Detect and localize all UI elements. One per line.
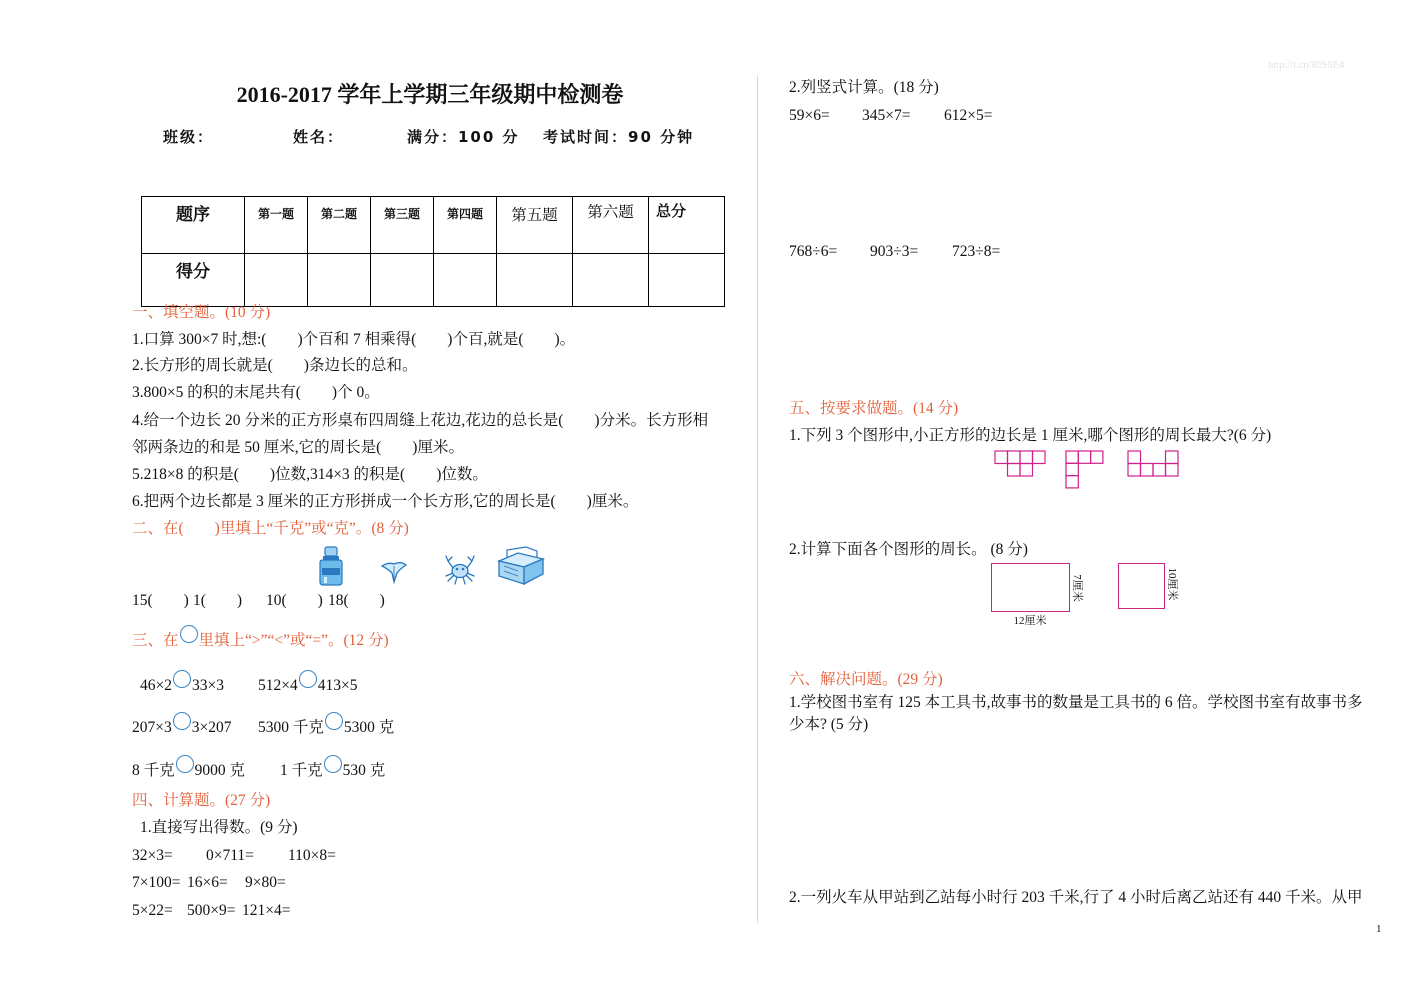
compare-left: 1 千克 <box>280 762 323 779</box>
bottle-icon <box>316 545 346 587</box>
compare-right: 3×207 <box>191 719 232 736</box>
square-figure <box>1118 563 1165 609</box>
score-cell-q2 <box>308 254 371 307</box>
compare-item <box>132 712 232 738</box>
compare-item <box>258 670 358 696</box>
section1-line-4-cont: 邻两条边的和是 50 厘米,它的周长是( )厘米。 <box>132 439 464 456</box>
column-divider <box>757 75 758 923</box>
compare-left: 8 千克 <box>132 762 175 779</box>
score-row-label: 得分 <box>142 254 245 307</box>
score-cell-q3 <box>371 254 434 307</box>
rectangle-height-label: 7厘米 <box>1071 574 1083 602</box>
section1-line-3: 3.800×5 的积的末尾共有( )个 0。 <box>132 384 380 401</box>
section1-line-1: 1.口算 300×7 时,想:( )个百和 7 相乘得( )个百,就是( )。 <box>132 331 576 348</box>
section1-line-5: 5.218×8 的积是( )位数,314×3 的积是( )位数。 <box>132 466 488 483</box>
section6-question-1: 1.学校图书室有 125 本工具书,故事书的数量是工具书的 6 倍。学校图书室有故事书多 <box>789 694 1363 711</box>
watermark: http://t.cn/RlS6E4 <box>1268 60 1345 71</box>
compare-circle <box>299 670 317 688</box>
header-q5: 第五题 <box>497 197 573 254</box>
section3-heading-suffix: 里填上“>”“<”或“=”。(12 分) <box>198 632 389 649</box>
section4-heading: 四、计算题。(27 分) <box>132 792 271 809</box>
section5-question-1: 1.下列 3 个图形中,小正方形的边长是 1 厘米,哪个图形的周长最大?(6 分) <box>789 427 1272 444</box>
mental-math-item: 9×80= <box>245 874 286 891</box>
compare-right: 5300 克 <box>343 719 395 736</box>
compare-right: 33×3 <box>192 677 224 694</box>
circle-symbol-icon <box>180 625 198 643</box>
compare-item <box>140 670 224 696</box>
section3-heading <box>132 625 389 651</box>
rectangle-width-label: 12厘米 <box>1013 615 1047 627</box>
score-cell-q1 <box>245 254 308 307</box>
compare-circle <box>325 712 343 730</box>
score-cell-q6 <box>573 254 649 307</box>
grid-figure-3 <box>1127 450 1180 478</box>
vertical-calc-item: 612×5= <box>944 107 993 124</box>
section1-heading: 一、填空题。(10 分) <box>132 304 271 321</box>
section2-blank-2: 1( ) <box>193 592 243 609</box>
compare-circle <box>324 755 342 773</box>
compare-circle <box>176 755 194 773</box>
header-q6: 第六题 <box>573 197 649 254</box>
section4-part2-title: 2.列竖式计算。(18 分) <box>789 79 939 96</box>
rectangle-figure <box>991 563 1070 612</box>
section3-heading-prefix: 三、在 <box>132 632 179 649</box>
header-q3: 第三题 <box>371 197 434 254</box>
score-table-header-row <box>142 197 725 254</box>
mental-math-item: 7×100= <box>132 874 181 891</box>
compare-item <box>258 712 394 738</box>
section6-question-2: 2.一列火车从甲站到乙站每小时行 203 千米,行了 4 小时后离乙站还有 440 千米。从甲 <box>789 889 1363 906</box>
score-cell-total <box>649 254 725 307</box>
name-label: 姓名： <box>293 128 345 146</box>
section6-question-1-cont: 少本? (5 分) <box>789 716 869 733</box>
leaf-icon <box>380 560 408 584</box>
compare-left: 5300 千克 <box>258 719 324 736</box>
vertical-calc-item: 345×7= <box>862 107 911 124</box>
compare-right: 530 克 <box>342 762 386 779</box>
mental-math-item: 121×4= <box>242 902 291 919</box>
section5-question-2: 2.计算下面各个图形的周长。 (8 分) <box>789 541 1028 558</box>
vertical-calc-item: 723÷8= <box>952 243 1001 260</box>
exam-time: 考试时间：90 分钟 <box>543 128 695 146</box>
compare-item <box>132 755 245 781</box>
section2-blank-3: 10( ) <box>266 592 323 609</box>
score-table-score-row <box>142 254 725 307</box>
grid-figure-1 <box>994 450 1047 478</box>
square-side-label: 10厘米 <box>1166 567 1178 601</box>
section1-line-4: 4.给一个边长 20 分米的正方形桌布四周缝上花边,花边的总长是( )分米。长方形相 <box>132 412 709 429</box>
mental-math-item: 5×22= <box>132 902 173 919</box>
vertical-calc-item: 768÷6= <box>789 243 838 260</box>
header-q1: 第一题 <box>245 197 308 254</box>
compare-right: 9000 克 <box>194 762 246 779</box>
class-label: 班级： <box>163 128 215 146</box>
vertical-calc-item: 59×6= <box>789 107 830 124</box>
mental-math-item: 110×8= <box>288 847 336 864</box>
compare-right: 413×5 <box>317 677 358 694</box>
compare-left: 512×4 <box>258 677 298 694</box>
grid-figure-2 <box>1065 450 1105 490</box>
insect-icon <box>443 553 477 587</box>
vertical-calc-item: 903÷3= <box>870 243 919 260</box>
compare-left: 207×3 <box>132 719 172 736</box>
section2-blank-4: 18( ) <box>328 592 385 609</box>
mental-math-item: 32×3= <box>132 847 173 864</box>
mental-math-item: 0×711= <box>206 847 254 864</box>
section6-heading: 六、解决问题。(29 分) <box>789 671 943 688</box>
score-cell-q4 <box>434 254 497 307</box>
compare-circle <box>173 670 191 688</box>
compare-item <box>280 755 385 781</box>
compare-left: 46×2 <box>140 677 172 694</box>
mental-math-item: 16×6= <box>187 874 228 891</box>
box-icon <box>496 546 546 586</box>
page-title: 2016-2017 学年上学期三年级期中检测卷 <box>236 82 624 107</box>
section1-line-6: 6.把两个边长都是 3 厘米的正方形拼成一个长方形,它的周长是( )厘米。 <box>132 493 639 510</box>
section4-part1-title: 1.直接写出得数。(9 分) <box>140 819 298 836</box>
section5-heading: 五、按要求做题。(14 分) <box>789 400 959 417</box>
score-table <box>141 196 725 307</box>
section1-line-2: 2.长方形的周长就是( )条边长的总和。 <box>132 357 418 374</box>
header-question-order: 题序 <box>142 197 245 254</box>
full-score: 满分：100 分 <box>407 128 520 146</box>
section2-heading: 二、在( )里填上“千克”或“克”。(8 分) <box>132 520 409 537</box>
header-q2: 第二题 <box>308 197 371 254</box>
score-cell-q5 <box>497 254 573 307</box>
header-q4: 第四题 <box>434 197 497 254</box>
compare-circle <box>173 712 191 730</box>
section2-blank-1: 15( ) <box>132 592 189 609</box>
header-total: 总分 <box>649 197 725 254</box>
mental-math-item: 500×9= <box>187 902 236 919</box>
page-number: 1 <box>1376 923 1382 935</box>
